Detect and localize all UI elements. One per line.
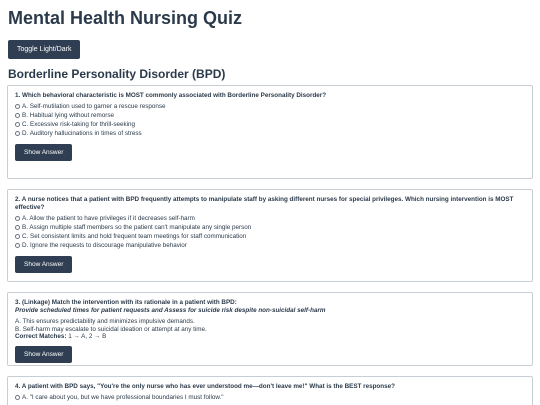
radio-button[interactable] [15, 131, 20, 136]
question-text: 2. A nurse notices that a patient with BPD frequently attempts to manipulate staff by asking different nurses for special privileges. Which nursing intervention is MOST effective? [15, 196, 514, 211]
question-text: 4. A patient with BPD says, "You're the only nurse who has ever understood me—don't leave me!" What is the BEST response? [15, 383, 395, 390]
section-title: Borderline Personality Disorder (BPD) [8, 67, 226, 81]
question-text: 1. Which behavioral characteristic is MOST commonly associated with Borderline Personality Disorder? [15, 92, 327, 99]
page-title: Mental Health Nursing Quiz [8, 8, 243, 28]
option-label: A. "I care about you, but we have professional boundaries I must follow." [22, 394, 224, 401]
rationale-b: B. Self-harm may escalate to suicidal ideation or attempt at any time. [15, 325, 207, 333]
option-a[interactable] [15, 393, 525, 402]
option-label: C. Set consistent limits and hold frequent team meetings for staff communication [22, 233, 247, 240]
correct-matches-value: 1 → A, 2 → B [66, 333, 107, 340]
question-card-2 [7, 189, 533, 282]
option-d[interactable] [15, 129, 525, 138]
show-answer-button[interactable]: Show Answer [15, 346, 72, 363]
option-d[interactable] [15, 241, 525, 250]
rationale-a: A. This ensures predictability and minimizes impulsive demands. [15, 318, 195, 325]
option-label: D. Ignore the requests to discourage manipulative behavior [22, 242, 187, 249]
correct-matches [15, 333, 525, 341]
option-label: A. Self-mutilation used to garner a rescue response [22, 103, 166, 110]
option-c[interactable] [15, 232, 525, 241]
option-label: B. Habitual lying without remorse [22, 112, 115, 119]
radio-button[interactable] [15, 122, 20, 127]
question-subheading: Provide scheduled times for patient requests and Assess for suicide risk despite non-suicidal self-harm [15, 307, 326, 314]
radio-button[interactable] [15, 104, 20, 109]
option-b[interactable] [15, 111, 525, 120]
option-a[interactable] [15, 214, 525, 223]
radio-button[interactable] [15, 225, 20, 230]
show-answer-button[interactable]: Show Answer [15, 144, 72, 161]
question-card-4 [7, 376, 533, 405]
correct-matches-label: Correct Matches: [15, 333, 67, 340]
radio-button[interactable] [15, 243, 20, 248]
option-a[interactable] [15, 102, 525, 111]
option-c[interactable] [15, 120, 525, 129]
toggle-theme-button[interactable]: Toggle Light/Dark [8, 40, 80, 59]
show-answer-button[interactable]: Show Answer [15, 256, 72, 273]
option-b[interactable] [15, 223, 525, 232]
question-card-3 [7, 292, 533, 366]
radio-button[interactable] [15, 113, 20, 118]
option-label: A. Allow the patient to have privileges if it decreases self-harm [22, 215, 195, 222]
option-label: C. Excessive risk-taking for thrill-seeking [22, 121, 136, 128]
question-text: 3. (Linkage) Match the intervention with its rationale in a patient with BPD: [15, 299, 237, 306]
radio-button[interactable] [15, 216, 20, 221]
radio-button[interactable] [15, 234, 20, 239]
option-label: B. Assign multiple staff members so the patient can't manipulate any single person [22, 224, 252, 231]
question-card-1 [7, 85, 533, 179]
radio-button[interactable] [15, 395, 20, 400]
option-label: D. Auditory hallucinations in times of stress [22, 130, 142, 137]
